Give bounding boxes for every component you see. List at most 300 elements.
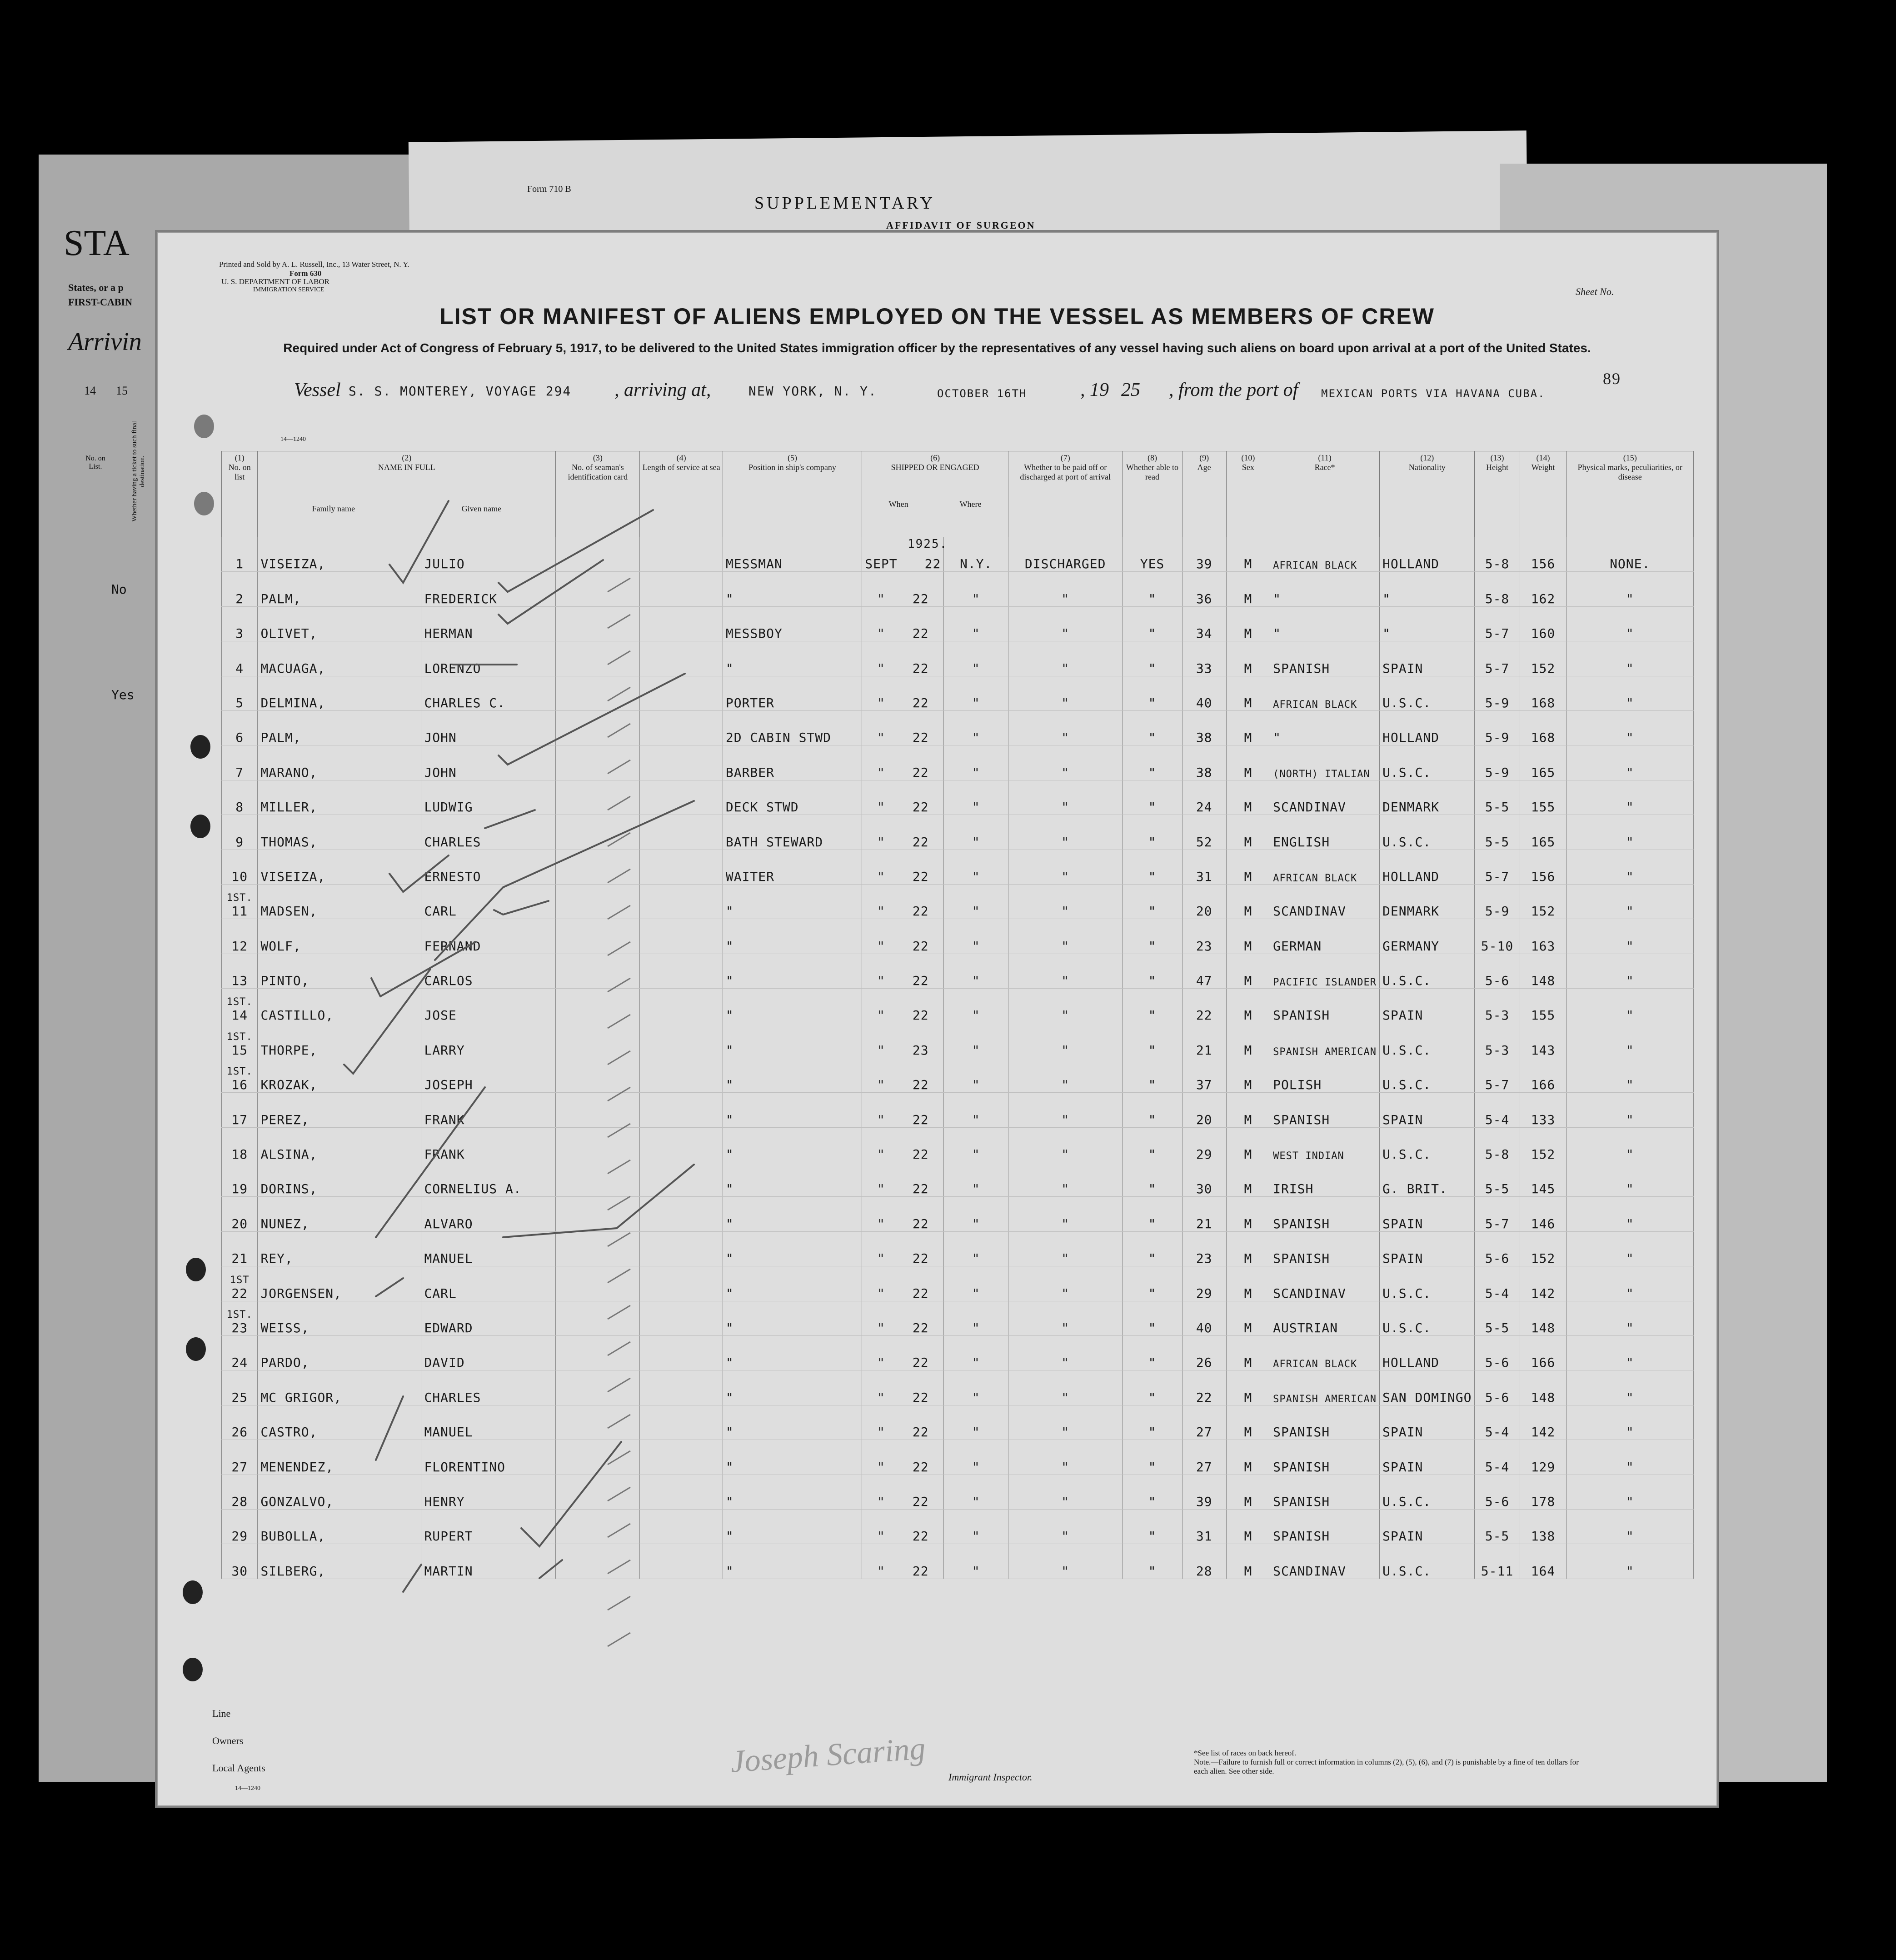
row-number-text: 9 xyxy=(235,834,244,850)
row-number-text: 5 xyxy=(235,695,244,710)
row-number xyxy=(222,1197,258,1231)
race: AFRICAN BLACK xyxy=(1270,1335,1380,1370)
id-card-number xyxy=(556,1266,640,1301)
paid-off-status: " xyxy=(1008,989,1122,1023)
crew-row xyxy=(222,641,1694,676)
shipped-day: 22 xyxy=(912,1216,929,1231)
family-name: VISEIZA, xyxy=(258,537,421,572)
col-10-header: (10) Sex xyxy=(1226,451,1270,537)
shipped-when xyxy=(862,1058,944,1092)
shipped-when xyxy=(862,954,944,988)
sex: M xyxy=(1226,1023,1270,1058)
shipped-where: " xyxy=(944,710,1008,745)
shipped-when xyxy=(862,1405,944,1440)
col-13-header: (13) Height xyxy=(1475,451,1520,537)
top-strip-affidavit: AFFIDAVIT OF SURGEON xyxy=(886,220,1036,231)
service-length xyxy=(640,572,723,606)
shipped-when xyxy=(862,1093,944,1127)
shipped-where: " xyxy=(944,850,1008,884)
race: SPANISH AMERICAN xyxy=(1270,1023,1380,1058)
given-name: JOHN xyxy=(421,745,556,780)
paid-off-status: " xyxy=(1008,1440,1122,1475)
given-name: CHARLES xyxy=(421,1370,556,1405)
weight: 178 xyxy=(1520,1475,1567,1509)
race: SPANISH xyxy=(1270,641,1380,676)
age: 31 xyxy=(1182,850,1226,884)
paid-off-status: " xyxy=(1008,1058,1122,1092)
able-to-read: " xyxy=(1123,745,1182,780)
id-card-number xyxy=(556,572,640,606)
paid-off-status: " xyxy=(1008,1266,1122,1301)
shipped-where: " xyxy=(944,954,1008,988)
shipped-where: " xyxy=(944,745,1008,780)
race: SPANISH AMERICAN xyxy=(1270,1370,1380,1405)
service-length xyxy=(640,710,723,745)
physical-marks: " xyxy=(1567,1405,1694,1440)
weight: 145 xyxy=(1520,1162,1567,1197)
paid-off-status: " xyxy=(1008,815,1122,850)
weight: 142 xyxy=(1520,1405,1567,1440)
family-name: VISEIZA, xyxy=(258,850,421,884)
shipped-day: 22 xyxy=(912,660,929,676)
position: 2D CABIN STWD xyxy=(723,710,862,745)
shipped-when xyxy=(862,710,944,745)
service-length xyxy=(640,1544,723,1579)
given-name: LORENZO xyxy=(421,641,556,676)
year-prefix: , 19 xyxy=(1080,380,1109,400)
shipped-month: " xyxy=(877,730,885,745)
service-length xyxy=(640,1301,723,1335)
page-number: 89 xyxy=(1603,370,1621,388)
shipped-month: " xyxy=(877,973,885,989)
age: 27 xyxy=(1182,1405,1226,1440)
able-to-read: " xyxy=(1123,1544,1182,1579)
able-to-read: " xyxy=(1123,1231,1182,1266)
weight: 142 xyxy=(1520,1266,1567,1301)
row-number xyxy=(222,745,258,780)
id-card-number xyxy=(556,1335,640,1370)
position: " xyxy=(723,989,862,1023)
service-length xyxy=(640,1405,723,1440)
given-name: JULIO xyxy=(421,537,556,572)
paid-off-status: " xyxy=(1008,850,1122,884)
shipped-day: 23 xyxy=(912,1042,929,1058)
family-name: MADSEN, xyxy=(258,884,421,919)
physical-marks: " xyxy=(1567,1475,1694,1509)
weight: 152 xyxy=(1520,1127,1567,1162)
weight: 166 xyxy=(1520,1335,1567,1370)
row-number-text: 16 xyxy=(231,1077,248,1093)
height: 5-4 xyxy=(1475,1405,1520,1440)
shipped-where: " xyxy=(944,1405,1008,1440)
id-card-number xyxy=(556,1127,640,1162)
family-name: SILBERG, xyxy=(258,1544,421,1579)
able-to-read: " xyxy=(1123,884,1182,919)
row-number-text: 12 xyxy=(231,938,248,954)
crew-row xyxy=(222,1370,1694,1405)
punch-hole xyxy=(186,1258,206,1281)
nationality: U.S.C. xyxy=(1380,676,1475,710)
sex: M xyxy=(1226,1093,1270,1127)
race: AFRICAN BLACK xyxy=(1270,850,1380,884)
shipped-month: " xyxy=(877,1494,885,1509)
id-card-number xyxy=(556,1370,640,1405)
weight: 164 xyxy=(1520,1544,1567,1579)
punch-hole xyxy=(183,1580,203,1604)
requirement-text: Required under Act of Congress of February 5, 1917, to be delivered to the United States immigration officer by the representatives of any vessel having such aliens on board upon arrival at a port of the United States. xyxy=(283,341,1591,355)
shipped-month: " xyxy=(877,1112,885,1127)
height: 5-4 xyxy=(1475,1093,1520,1127)
row-number-text: 3 xyxy=(235,626,244,641)
row-number-text: 11 xyxy=(231,904,248,919)
row-number xyxy=(222,1509,258,1544)
given-name: CARL xyxy=(421,1266,556,1301)
shipped-month: " xyxy=(877,1285,885,1301)
family-name: MARANO, xyxy=(258,745,421,780)
line-label: Line xyxy=(212,1708,231,1719)
id-card-number xyxy=(556,1440,640,1475)
shipped-where: " xyxy=(944,1509,1008,1544)
owners-label: Owners xyxy=(212,1735,244,1746)
able-to-read: " xyxy=(1123,780,1182,815)
age: 39 xyxy=(1182,1475,1226,1509)
family-name: PALM, xyxy=(258,710,421,745)
age: 29 xyxy=(1182,1266,1226,1301)
service-length xyxy=(640,780,723,815)
paid-off-status: " xyxy=(1008,884,1122,919)
position: MESSMAN xyxy=(723,537,862,572)
able-to-read: " xyxy=(1123,1370,1182,1405)
col-9-header: (9) Age xyxy=(1182,451,1226,537)
crew-row xyxy=(222,1023,1694,1058)
paid-off-status: " xyxy=(1008,641,1122,676)
race: ENGLISH xyxy=(1270,815,1380,850)
shipped-when xyxy=(862,1370,944,1405)
family-name: PEREZ, xyxy=(258,1093,421,1127)
top-strip-title: SUPPLEMENTARY xyxy=(754,194,936,213)
row-number xyxy=(222,1544,258,1579)
shipped-month: " xyxy=(877,938,885,954)
position: " xyxy=(723,1127,862,1162)
sex: M xyxy=(1226,1231,1270,1266)
immigrant-inspector-label: Immigrant Inspector. xyxy=(948,1771,1033,1783)
sex: M xyxy=(1226,1162,1270,1197)
physical-marks: " xyxy=(1567,1023,1694,1058)
row-number-text: 21 xyxy=(231,1251,248,1266)
row-number xyxy=(222,537,258,572)
shipped-day: 22 xyxy=(912,1147,929,1162)
row-number xyxy=(222,676,258,710)
service-length xyxy=(640,537,723,572)
physical-marks: " xyxy=(1567,1127,1694,1162)
shipped-day: 22 xyxy=(912,1459,929,1475)
shipped-where: " xyxy=(944,1231,1008,1266)
height: 5-7 xyxy=(1475,606,1520,641)
paid-off-status: " xyxy=(1008,676,1122,710)
physical-marks: " xyxy=(1567,1197,1694,1231)
crew-row xyxy=(222,745,1694,780)
shipped-where: N.Y. xyxy=(944,537,1008,572)
position: " xyxy=(723,1301,862,1335)
nationality: U.S.C. xyxy=(1380,815,1475,850)
row-number-text: 23 xyxy=(231,1320,248,1335)
weight: 148 xyxy=(1520,1370,1567,1405)
shipped-day: 22 xyxy=(912,973,929,989)
service-length xyxy=(640,815,723,850)
weight: 152 xyxy=(1520,1231,1567,1266)
position: " xyxy=(723,1266,862,1301)
given-name: FRANK xyxy=(421,1093,556,1127)
row-number-text: 19 xyxy=(231,1181,248,1197)
row-number-text: 4 xyxy=(235,660,244,676)
shipped-when xyxy=(862,884,944,919)
shipped-when xyxy=(862,780,944,815)
family-name: DORINS, xyxy=(258,1162,421,1197)
row-number-text: 10 xyxy=(231,869,248,884)
shipped-month: " xyxy=(877,1355,885,1370)
sex: M xyxy=(1226,1127,1270,1162)
position: DECK STWD xyxy=(723,780,862,815)
position: " xyxy=(723,884,862,919)
left-strip-col14-label: No. on List. xyxy=(85,455,105,470)
age: 31 xyxy=(1182,1509,1226,1544)
shipped-day: 22 xyxy=(912,834,929,850)
age: 36 xyxy=(1182,572,1226,606)
shipped-month: " xyxy=(877,1008,885,1023)
col-5-header: (5) Position in ship's company xyxy=(723,451,862,537)
col-6-header: (6) SHIPPED OR ENGAGED When Where xyxy=(862,451,1008,537)
age: 21 xyxy=(1182,1197,1226,1231)
height: 5-7 xyxy=(1475,641,1520,676)
shipped-month: " xyxy=(877,834,885,850)
left-strip-line2: FIRST-CABIN xyxy=(68,296,133,308)
paid-off-status: " xyxy=(1008,606,1122,641)
nationality: HOLLAND xyxy=(1380,537,1475,572)
race: WEST INDIAN xyxy=(1270,1127,1380,1162)
age: 23 xyxy=(1182,1231,1226,1266)
shipped-where: " xyxy=(944,1544,1008,1579)
position: BARBER xyxy=(723,745,862,780)
shipped-where: " xyxy=(944,1058,1008,1092)
service-length xyxy=(640,1231,723,1266)
row-number xyxy=(222,1058,258,1092)
shipped-when xyxy=(862,1475,944,1509)
shipped-day: 22 xyxy=(912,904,929,919)
row-number-text: 22 xyxy=(231,1285,248,1301)
service-length xyxy=(640,676,723,710)
form-number: Form 630 xyxy=(289,269,322,278)
weight: 163 xyxy=(1520,919,1567,954)
position: " xyxy=(723,919,862,954)
shipped-month: " xyxy=(877,626,885,641)
race: IRISH xyxy=(1270,1162,1380,1197)
given-name: MARTIN xyxy=(421,1544,556,1579)
given-name: DAVID xyxy=(421,1335,556,1370)
top-strip-form: Form 710 B xyxy=(527,184,571,194)
race: SPANISH xyxy=(1270,1093,1380,1127)
paid-off-status: " xyxy=(1008,1405,1122,1440)
weight: 156 xyxy=(1520,537,1567,572)
shipped-month: " xyxy=(877,1563,885,1579)
physical-marks: NONE. xyxy=(1567,537,1694,572)
able-to-read: " xyxy=(1123,1509,1182,1544)
age: 38 xyxy=(1182,710,1226,745)
height: 5-6 xyxy=(1475,1370,1520,1405)
nationality: U.S.C. xyxy=(1380,1058,1475,1092)
from-port-label: , from the port of xyxy=(1169,380,1298,400)
service-length xyxy=(640,1266,723,1301)
height: 5-6 xyxy=(1475,1475,1520,1509)
id-card-number xyxy=(556,1509,640,1544)
race: SCANDINAV xyxy=(1270,1266,1380,1301)
service-length xyxy=(640,1058,723,1092)
paid-off-status: " xyxy=(1008,1231,1122,1266)
sex: M xyxy=(1226,1301,1270,1335)
shipped-when xyxy=(862,1197,944,1231)
given-name: LUDWIG xyxy=(421,780,556,815)
row-number xyxy=(222,954,258,988)
id-card-number xyxy=(556,1093,640,1127)
family-name: JORGENSEN, xyxy=(258,1266,421,1301)
age: 20 xyxy=(1182,1093,1226,1127)
position: MESSBOY xyxy=(723,606,862,641)
physical-marks: " xyxy=(1567,1162,1694,1197)
left-strip-arriving: Arrivin xyxy=(68,328,142,356)
id-card-number xyxy=(556,641,640,676)
shipped-month: " xyxy=(877,869,885,884)
row-number-text: 28 xyxy=(231,1494,248,1509)
position: " xyxy=(723,572,862,606)
shipped-when xyxy=(862,1162,944,1197)
race: SPANISH xyxy=(1270,1509,1380,1544)
age: 28 xyxy=(1182,1544,1226,1579)
paid-off-status: " xyxy=(1008,710,1122,745)
service-length xyxy=(640,884,723,919)
service-length xyxy=(640,1162,723,1197)
paid-off-status: " xyxy=(1008,1475,1122,1509)
shipped-where: " xyxy=(944,1197,1008,1231)
sex: M xyxy=(1226,745,1270,780)
shipped-when xyxy=(862,1440,944,1475)
able-to-read: " xyxy=(1123,815,1182,850)
family-name: PARDO, xyxy=(258,1335,421,1370)
height: 5-9 xyxy=(1475,745,1520,780)
given-name: HENRY xyxy=(421,1475,556,1509)
col-14-header: (14) Weight xyxy=(1520,451,1567,537)
row-number xyxy=(222,1127,258,1162)
id-card-number xyxy=(556,537,640,572)
able-to-read: " xyxy=(1123,1301,1182,1335)
weight: 155 xyxy=(1520,989,1567,1023)
nationality: DENMARK xyxy=(1380,780,1475,815)
service-length xyxy=(640,745,723,780)
id-card-number xyxy=(556,676,640,710)
row-number xyxy=(222,1162,258,1197)
paid-off-status: " xyxy=(1008,1197,1122,1231)
height: 5-7 xyxy=(1475,1197,1520,1231)
age: 27 xyxy=(1182,1440,1226,1475)
given-name: CARLOS xyxy=(421,954,556,988)
shipped-when xyxy=(862,606,944,641)
family-name: CASTRO, xyxy=(258,1405,421,1440)
service-length xyxy=(640,1475,723,1509)
given-name: EDWARD xyxy=(421,1301,556,1335)
height: 5-5 xyxy=(1475,1162,1520,1197)
crew-row xyxy=(222,850,1694,884)
weight: 168 xyxy=(1520,710,1567,745)
shipped-day: 22 xyxy=(912,695,929,710)
position: " xyxy=(723,1475,862,1509)
service-length xyxy=(640,954,723,988)
shipped-when xyxy=(862,572,944,606)
vessel-label: Vessel xyxy=(294,380,341,400)
position: BATH STEWARD xyxy=(723,815,862,850)
sex: M xyxy=(1226,1544,1270,1579)
row-number-text: 6 xyxy=(235,730,244,745)
position: " xyxy=(723,1440,862,1475)
able-to-read: " xyxy=(1123,1335,1182,1370)
crew-row xyxy=(222,1197,1694,1231)
paid-off-status: " xyxy=(1008,1301,1122,1335)
shipped-when xyxy=(862,676,944,710)
shipped-where: " xyxy=(944,919,1008,954)
weight: 155 xyxy=(1520,780,1567,815)
shipped-where: " xyxy=(944,1023,1008,1058)
family-name: PALM, xyxy=(258,572,421,606)
height: 5-9 xyxy=(1475,884,1520,919)
id-card-number xyxy=(556,884,640,919)
weight: 133 xyxy=(1520,1093,1567,1127)
local-agents-label: Local Agents xyxy=(212,1762,265,1774)
service-length xyxy=(640,1370,723,1405)
left-strip-title: STA xyxy=(64,223,130,263)
paid-off-status: " xyxy=(1008,1544,1122,1579)
race: AUSTRIAN xyxy=(1270,1301,1380,1335)
crew-row xyxy=(222,919,1694,954)
position: " xyxy=(723,1335,862,1370)
family-name: THOMAS, xyxy=(258,815,421,850)
family-name: MILLER, xyxy=(258,780,421,815)
row-number-text: 1 xyxy=(235,556,244,572)
left-strip-line1: States, or a p xyxy=(68,282,124,293)
crew-row xyxy=(222,1301,1694,1335)
family-name: WEISS, xyxy=(258,1301,421,1335)
shipped-where: " xyxy=(944,1475,1008,1509)
nationality: SPAIN xyxy=(1380,1231,1475,1266)
col-8-header: (8) Whether able to read xyxy=(1123,451,1182,537)
rank-prefix: 1ST. xyxy=(226,1031,253,1043)
shipped-when xyxy=(862,1127,944,1162)
id-card-number xyxy=(556,1058,640,1092)
family-name: DELMINA, xyxy=(258,676,421,710)
service-length xyxy=(640,1093,723,1127)
id-card-number xyxy=(556,1231,640,1266)
row-number xyxy=(222,606,258,641)
shipped-month: " xyxy=(877,695,885,710)
punch-hole xyxy=(190,815,210,838)
able-to-read: " xyxy=(1123,1440,1182,1475)
age: 20 xyxy=(1182,884,1226,919)
height: 5-6 xyxy=(1475,1335,1520,1370)
crew-row xyxy=(222,1509,1694,1544)
age: 26 xyxy=(1182,1335,1226,1370)
id-card-number xyxy=(556,815,640,850)
row-number xyxy=(222,641,258,676)
sex: M xyxy=(1226,780,1270,815)
shipped-where: " xyxy=(944,884,1008,919)
year-note: 1925. xyxy=(908,537,948,551)
given-name: ERNESTO xyxy=(421,850,556,884)
